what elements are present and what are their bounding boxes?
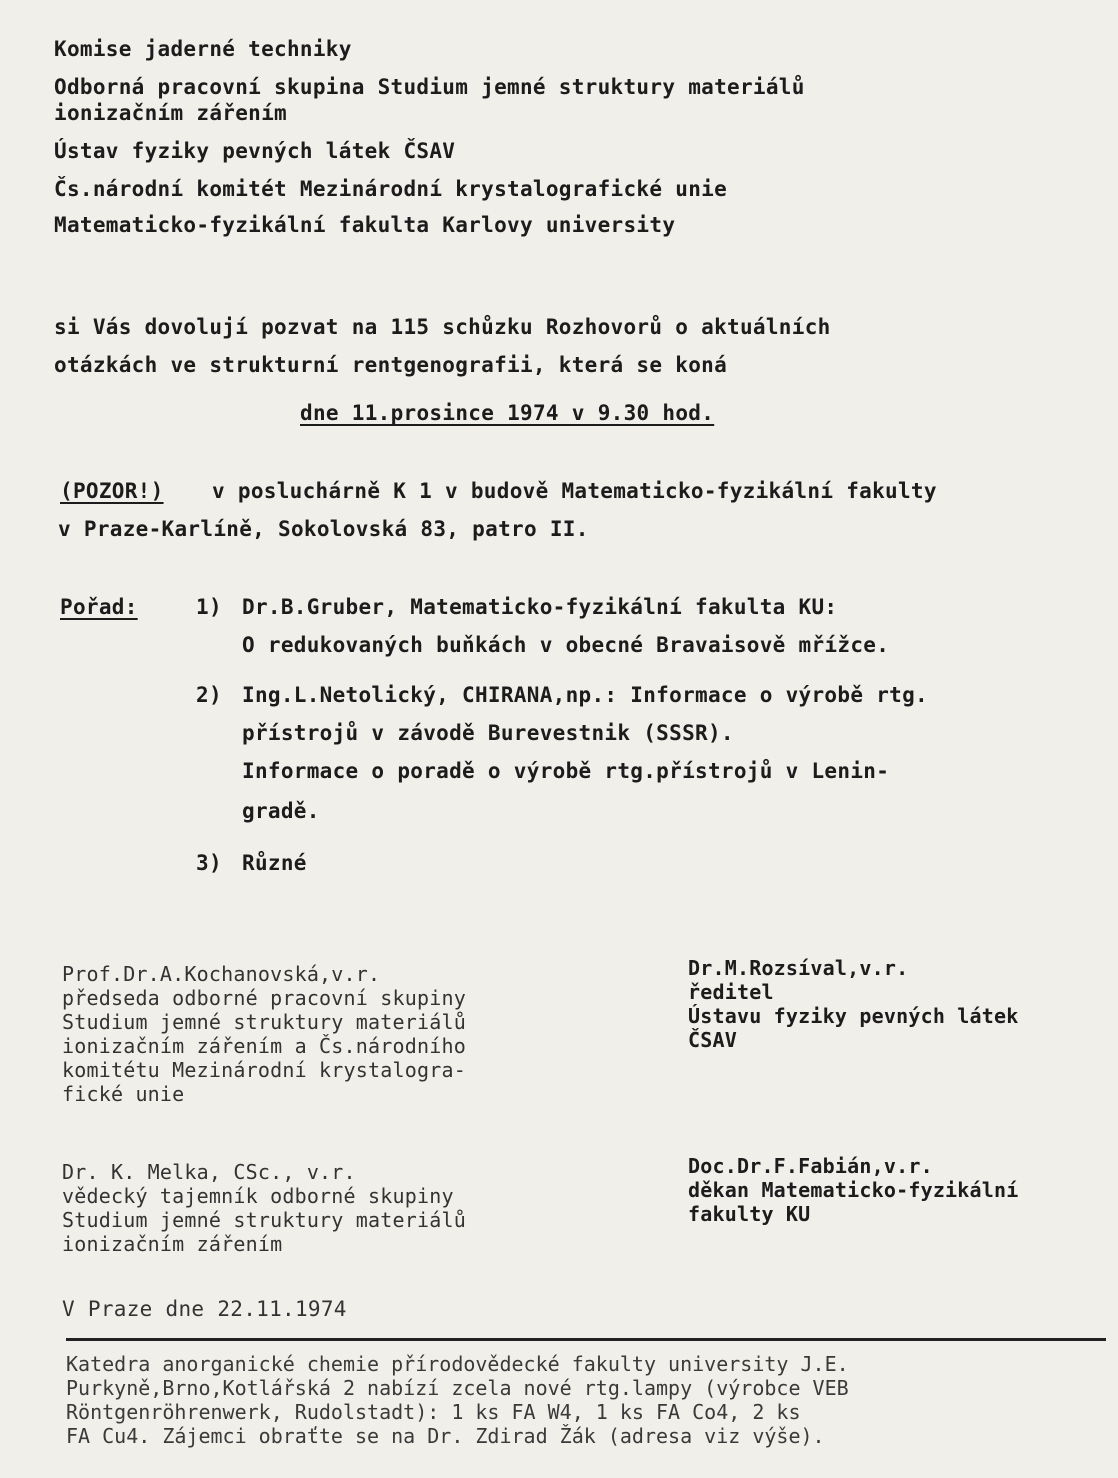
signature-left-1-line-2: předseda odborné pracovní skupiny <box>62 986 466 1010</box>
program-item-1-line-2: O redukovaných buňkách v obecné Bravaisově mřížce. <box>242 633 890 657</box>
signature-right-1-line-3: Ústavu fyziky pevných látek <box>688 1004 1019 1028</box>
header-line-4: Ústav fyziky pevných látek ČSAV <box>54 139 456 163</box>
signature-left-1-line-5: komitétu Mezinárodní krystalogra- <box>62 1058 466 1082</box>
program-item-2-line-3: Informace o poradě o výrobě rtg.přístrojů v Lenin- <box>242 759 890 783</box>
footer-line-4: FA Cu4. Zájemci obraťte se na Dr. Zdirad Žák (adresa viz výše). <box>66 1424 825 1448</box>
program-item-3-number: 3) <box>196 851 222 875</box>
signature-right-1-line-4: ČSAV <box>688 1028 737 1052</box>
signature-right-2-line-1: Doc.Dr.F.Fabián,v.r. <box>688 1154 933 1178</box>
signature-left-1-line-4: ionizačním zářením a Čs.národního <box>62 1034 466 1058</box>
header-line-3: ionizačním zářením <box>54 101 287 125</box>
signature-left-2-line-4: ionizačním zářením <box>62 1232 283 1256</box>
program-item-1-line-1: Dr.B.Gruber, Matematicko-fyzikální fakulta KU: <box>242 595 838 619</box>
signature-right-1-line-1: Dr.M.Rozsíval,v.r. <box>688 956 909 980</box>
program-item-3-line-1: Různé <box>242 851 307 875</box>
program-item-2-number: 2) <box>196 683 222 707</box>
location-line-2: v Praze-Karlíně, Sokolovská 83, patro II. <box>58 517 589 541</box>
footer-line-1: Katedra anorganické chemie přírodovědecké fakulty university J.E. <box>66 1352 849 1376</box>
place-date: V Praze dne 22.11.1974 <box>62 1297 347 1321</box>
location-line-1: v posluchárně K 1 v budově Matematicko-fyzikální fakulty <box>212 479 937 503</box>
footer-divider <box>66 1338 1106 1341</box>
program-item-2-line-4: gradě. <box>242 799 320 823</box>
header-line-5: Čs.národní komitét Mezinárodní krystalografické unie <box>54 177 728 201</box>
signature-right-1-line-2: ředitel <box>688 980 774 1004</box>
program-item-2-line-2: přístrojů v závodě Burevestnik (SSSR). <box>242 721 734 745</box>
signature-left-2-line-2: vědecký tajemník odborné skupiny <box>62 1184 454 1208</box>
signature-right-2-line-3: fakulty KU <box>688 1202 811 1226</box>
signature-left-1-line-3: Studium jemné struktury materiálů <box>62 1010 466 1034</box>
footer-line-3: Röntgenröhrenwerk, Rudolstadt): 1 ks FA W4, 1 ks FA Co4, 2 ks <box>66 1400 801 1424</box>
signature-left-2-line-3: Studium jemné struktury materiálů <box>62 1208 466 1232</box>
signature-left-2-line-1: Dr. K. Melka, CSc., v.r. <box>62 1160 356 1184</box>
signature-right-2-line-2: děkan Matematicko-fyzikální <box>688 1178 1019 1202</box>
header-line-1: Komise jaderné techniky <box>54 37 352 61</box>
program-item-2-line-1: Ing.L.Netolický, CHIRANA,np.: Informace o výrobě rtg. <box>242 683 928 707</box>
program-label: Pořad: <box>60 595 138 619</box>
footer-notice <box>66 1352 1106 1448</box>
attention-note: (POZOR!) <box>60 479 164 503</box>
signature-left-1-line-6: fické unie <box>62 1082 185 1106</box>
invitation-line-2: otázkách ve strukturní rentgenografii, která se koná <box>54 353 728 377</box>
header-line-6: Matematicko-fyzikální fakulta Karlovy university <box>54 213 676 237</box>
footer-line-2: Purkyně,Brno,Kotlářská 2 nabízí zcela nové rtg.lampy (výrobce VEB <box>66 1376 849 1400</box>
signature-left-1-line-1: Prof.Dr.A.Kochanovská,v.r. <box>62 962 381 986</box>
meeting-date: dne 11.prosince 1974 v 9.30 hod. <box>300 401 715 425</box>
program-item-1-number: 1) <box>196 595 222 619</box>
invitation-line-1: si Vás dovolují pozvat na 115 schůzku Rozhovorů o aktuálních <box>54 315 831 339</box>
header-line-2: Odborná pracovní skupina Studium jemné struktury materiálů <box>54 75 805 99</box>
